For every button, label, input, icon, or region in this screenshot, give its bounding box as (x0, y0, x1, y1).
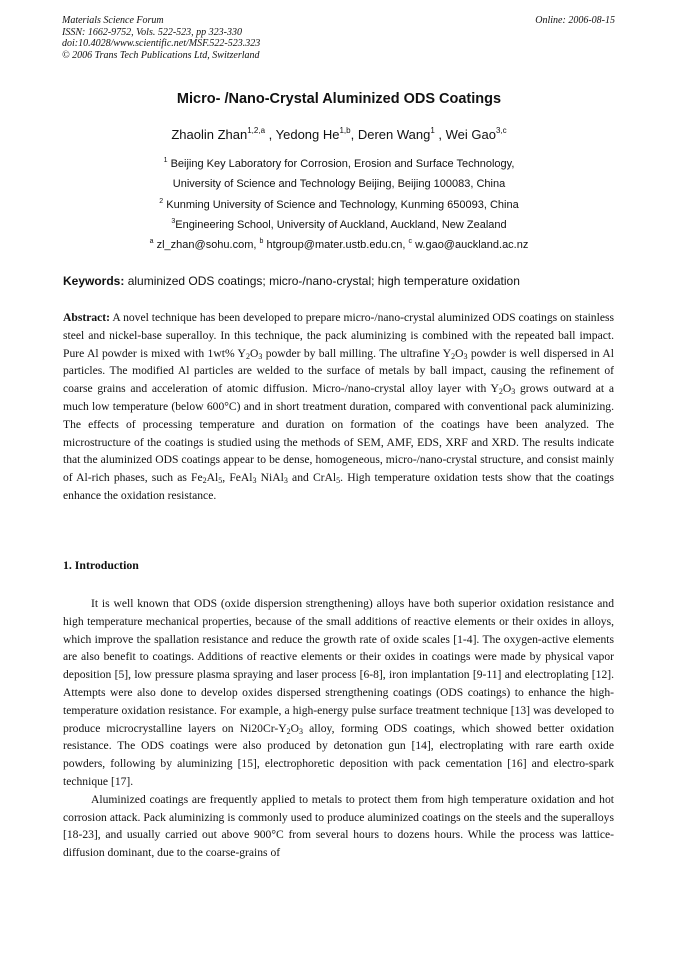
author-affil-sup: 1 (430, 126, 435, 135)
paragraph-text: It is well known that ODS (oxide dispersion strengthening) alloys have both superior oxidation resistance and high temperature mechanical properties, because of the small additions of reactive elements or their oxides in alloys, which improve the spallation resistance and reduce the growth rate of oxide scales [1-4]. The oxygen-active elements are also benefit to coatings. Additions of reactive elements or their oxides in coatings were made by physical vapor deposition [5], low pressure plasma spraying and laser process [6-8], iron implantation [9-11] and electroplating [12]. Attempts were also done to develop oxides dispersed strengthening coatings (ODS coatings) to enhance the high-temperature oxidation resistance. For example, a high-energy pulse surface treatment technique [13] was developed to produce microcrystalline layers on Ni20Cr-Y (63, 597, 614, 735)
abstract-text: O (249, 346, 259, 360)
author-list (0, 127, 678, 142)
abstract-text: NiAl (256, 471, 284, 485)
subscript: 3 (298, 726, 303, 736)
affil-text: Engineering School, University of Auckland, Auckland, New Zealand (175, 218, 507, 231)
subscript: 3 (258, 351, 263, 361)
copyright-line: © 2006 Trans Tech Publications Ltd, Switzerland (62, 49, 260, 61)
affiliation-1b (0, 177, 678, 197)
author-name: Wei Gao (445, 127, 496, 142)
author-name: Yedong He (275, 127, 340, 142)
subscript: 3 (283, 476, 288, 486)
author-affil-sup: 1,2,a (247, 126, 266, 135)
author-separator: , (434, 127, 446, 142)
section-heading: 1. Introduction (63, 558, 139, 572)
email-marker: c (408, 238, 412, 246)
paper-title: Micro- /Nano-Crystal Aluminized ODS Coatings (176, 91, 502, 107)
affil-text: Beijing Key Laboratory for Corrosion, Erosion and Surface Technology, (170, 158, 515, 170)
abstract-text: A novel technique has been developed to prepare micro-/nano-crystal aluminized ODS coatings on stainless steel and nickel-base superalloy. In this technique, the pack aluminizing is combined with the repeated ball impact. Pure Al powder is mixed with 1wt% Y (63, 311, 614, 360)
subscript: 3 (252, 476, 257, 486)
paragraph (63, 595, 614, 791)
abstract-label: Abstract: (63, 311, 111, 324)
affil-marker: 1 (163, 157, 168, 164)
author-name: Zhaolin Zhan (171, 127, 248, 142)
header-left (62, 15, 615, 61)
introduction-body (63, 595, 614, 862)
keywords (63, 274, 623, 288)
keywords-text: aluminized ODS coatings; micro-/nano-crystal; high temperature oxidation (127, 274, 520, 288)
affil-marker: 3 (171, 217, 176, 225)
online-date: Online: 2006-08-15 (535, 15, 615, 26)
paragraph (63, 791, 614, 862)
affiliation-2 (0, 198, 678, 218)
author-name: Deren Wang (357, 127, 431, 142)
subscript: 2 (286, 726, 291, 736)
author-separator: , (350, 127, 358, 142)
email-marker: a (149, 238, 154, 246)
abstract-text: O (455, 346, 464, 360)
abstract-text: powder is well dispersed in Al particles. The modified Al particles are welded to the surface of metals by ball impact, causing the refinement of coarse grains and acceleration of atomic diffusion. Micro-/nano-crystal alloy layer with Y (63, 346, 614, 396)
subscript: 3 (511, 387, 516, 397)
subscript: 2 (245, 351, 250, 361)
journal-header (62, 15, 615, 61)
subscript: 2 (202, 476, 207, 486)
abstract-text: Al (206, 471, 219, 485)
paragraph-text: alloy, forming ODS coatings, which showed better oxidation resistance. The ODS coatings were also produced by detonation gun [14], electroplating with rare earth oxide powders, following by aluminizing [15], electrophoretic deposition with pack cementation [16] and electro-spark technique [17]. (63, 721, 614, 788)
affiliation-3 (0, 218, 678, 238)
subscript: 5 (336, 476, 341, 486)
abstract-text: grows outward at a much low temperature (below 600°C) and in short treatment duration, compared with conventional pack aluminizing. The effects of processing temperature and duration on formation of the coatings have been analyzed. The microstructure of the coatings is studied using the methods of SEM, AMF, EDS, XRF and XRD. The results indicate that the aluminized ODS coatings appear to be dense, homogeneous, micro-/nano-crystal structure, and consist mainly of Al-rich phases, such as Fe (63, 382, 615, 485)
journal-name: Materials Science Forum (62, 15, 164, 26)
affil-text: University of Science and Technology Beijing, Beijing 100083, China (172, 178, 506, 191)
subscript: 2 (451, 351, 456, 361)
subscript: 3 (463, 351, 468, 361)
email-c: w.gao@auckland.ac.nz (415, 239, 529, 252)
email-line (0, 238, 678, 258)
author-separator: , (265, 127, 276, 142)
email-b: htgroup@mater.ustb.edu.cn, (266, 239, 409, 252)
subscript: 5 (218, 476, 223, 486)
abstract-text: , FeAl (222, 471, 253, 485)
email-a: zl_zhan@sohu.com, (156, 239, 260, 252)
abstract-text: and CrAl (287, 471, 337, 485)
abstract-text: powder by ball milling. The ultrafine Y (262, 346, 452, 360)
subscript: 2 (498, 387, 503, 397)
abstract-text: O (502, 382, 512, 396)
author-affil-sup: 3,c (495, 126, 507, 135)
email-marker: b (259, 238, 264, 246)
doi-line: doi:10.4028/www.scientific.net/MSF.522-523.323 (62, 38, 261, 50)
affiliation-1a (0, 157, 678, 177)
affil-marker: 2 (159, 197, 164, 205)
author-affil-sup: 1,b (339, 126, 351, 135)
abstract (63, 309, 614, 505)
keywords-label: Keywords: (63, 274, 125, 288)
paragraph-text: Aluminized coatings are frequently applied to metals to protect them from high temperature oxidation and hot corrosion attack. Pack aluminizing is commonly used to produce aluminized coatings on the steels and the superalloys [18-23], and usually carried out above 900°C from several hours to dozens hours. While the process was lattice-diffusion dominant, due to the coarse-grains of (63, 792, 614, 860)
affil-text: Kunming University of Science and Technology, Kunming 650093, China (166, 198, 519, 211)
affiliations (0, 157, 678, 258)
paragraph-text: O (290, 721, 299, 735)
issn-line: ISSN: 1662-9752, Vols. 522-523, pp 323-330 (62, 26, 242, 38)
abstract-text: . High temperature oxidation tests show that the coatings enhance the oxidation resistance. (63, 471, 614, 502)
